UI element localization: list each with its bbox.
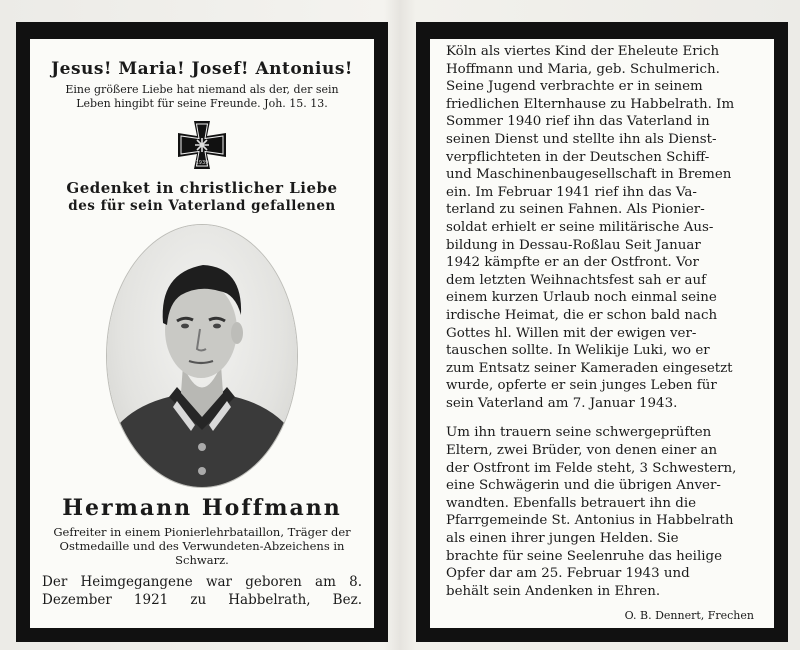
right-panel-border bbox=[416, 22, 788, 642]
soldier-portrait bbox=[107, 225, 297, 487]
verse-reference: Joh. 15. 13. bbox=[264, 97, 328, 110]
left-panel-border bbox=[16, 22, 388, 642]
birth-statement: Der Heimgegangene war geboren am 8. Dezember 1921 zu Habbelrath, Bez. bbox=[42, 574, 362, 608]
cross-year: 1939 bbox=[195, 160, 209, 166]
bible-verse bbox=[52, 83, 352, 111]
remember-line-1: Gedenket in christlicher Liebe bbox=[66, 179, 338, 197]
deceased-name: Hermann Hoffmann bbox=[62, 495, 342, 521]
mourning-paragraph: Um ihn trauern seine schwergeprüften Eltern, zwei Brüder, von denen einer an der Ostfront im Felde steht, 3 Schwestern, eine Schwägerin und die übrigen Anver- wandten. Ebenfalls betrauert ihn die Pfarrgemeinde St. Antonius in Habbelrath als einen ihrer jungen Helden. Sie brachte für seine Seelenruhe das heilige Opfer dar am 25. Februar 1943 und behält sein Andenken in Ehren. bbox=[446, 425, 737, 599]
verse-text: Eine größere Liebe hat niemand als der, der sein Leben hingibt für seine Freunde. bbox=[65, 83, 339, 110]
left-panel bbox=[30, 39, 374, 628]
right-panel bbox=[430, 39, 774, 628]
remember-line-2: des für sein Vaterland gefallenen bbox=[68, 198, 336, 214]
rank-and-decorations: Gefreiter in einem Pionierlehrbataillon, Träger der Ostmedaille und des Verwundeten-Abzeichens in Schwarz. bbox=[53, 525, 351, 567]
invocation: Jesus! Maria! Josef! Antonius! bbox=[51, 59, 353, 79]
printer-credit: O. B. Dennert, Frechen bbox=[624, 609, 754, 622]
iron-cross-icon bbox=[176, 119, 228, 171]
biography-paragraph: Köln als viertes Kind der Eheleute Erich Hoffmann und Maria, geb. Schulmerich. Seine Jugend verbrachte er in seinem friedlichen Elternhause zu Habbelrath. Im Sommer 1940 rief ihn das Vaterland in seinen Dienst und stellte ihn als Dienst- verpflichteten in der Deutschen Schiff- und Maschinenbaugesellschaft in Bremen ein. Im Februar 1941 rief ihn das Va- terland zu seinen Fahnen. Als Pionier- soldat erhielt er seine militärische Aus- bildung in Dessau-Roßlau Seit Januar 1942 kämpfte er an der Ostfront. Vor dem letzten Weihnachtsfest sah er auf einem kurzen Urlaub noch einmal seine irdische Heimat, die er schon bald nach Gottes hl. Willen mit der ewigen ver- tauschen sollte. In Welikije Luki, wo er zum Entsatz seiner Kameraden eingesetzt wurde, opferte er sein junges Leben für sein Vaterland am 7. Januar 1943. bbox=[446, 44, 735, 411]
